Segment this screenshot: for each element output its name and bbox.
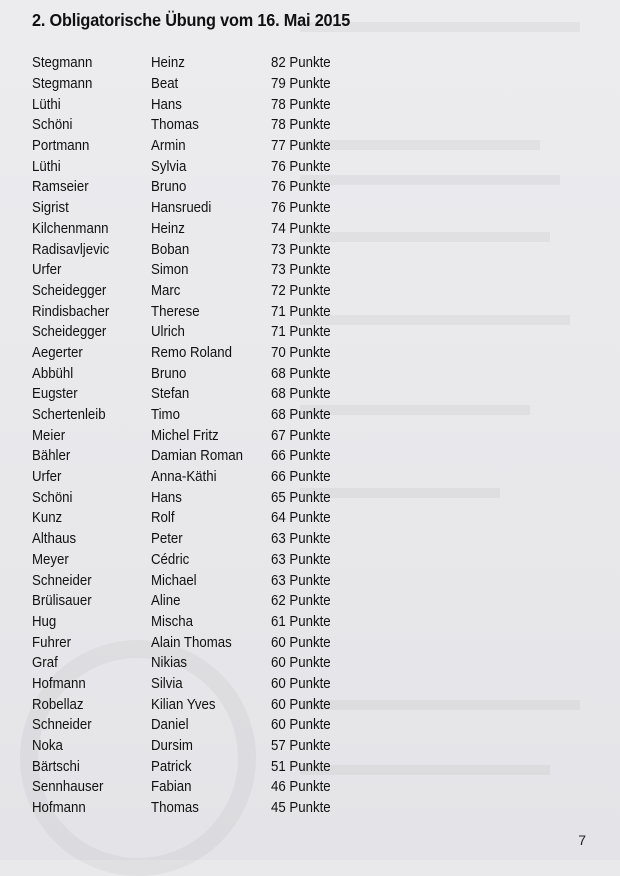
participant-last-name: Urfer (32, 469, 62, 486)
participant-last-name: Robellaz (32, 696, 84, 713)
participant-points-cell (271, 759, 336, 775)
participant-first-name: Rolf (151, 510, 175, 527)
participant-points: 51 Punkte (271, 758, 331, 775)
participant-points: 63 Punkte (271, 531, 331, 548)
participant-points: 76 Punkte (271, 200, 331, 217)
participant-points-cell (271, 717, 336, 733)
participant-first-name: Daniel (151, 717, 189, 734)
participant-first-name-cell (151, 179, 271, 195)
participant-last-name-cell (32, 573, 151, 589)
participant-first-name-cell (151, 552, 271, 568)
participant-points: 77 Punkte (271, 138, 331, 155)
participant-points: 73 Punkte (271, 262, 331, 279)
participant-points-cell (271, 448, 336, 464)
participant-last-name-cell (32, 345, 151, 361)
participant-first-name-cell (151, 159, 271, 175)
result-row (32, 115, 352, 136)
participant-last-name: Hofmann (32, 800, 86, 817)
participant-first-name-cell (151, 262, 271, 278)
participant-points-cell (271, 55, 336, 71)
participant-first-name: Kilian Yves (151, 696, 216, 713)
participant-first-name-cell (151, 800, 271, 816)
participant-last-name: Aegerter (32, 344, 83, 361)
participant-last-name-cell (32, 242, 151, 258)
participant-points-cell (271, 345, 336, 361)
result-row (32, 550, 352, 571)
participant-first-name: Heinz (151, 220, 185, 237)
participant-first-name-cell (151, 448, 271, 464)
participant-points: 46 Punkte (271, 779, 331, 796)
participant-last-name: Bähler (32, 448, 71, 465)
participant-points: 73 Punkte (271, 241, 331, 258)
participant-last-name-cell (32, 469, 151, 485)
participant-last-name: Radisavljevic (32, 241, 110, 258)
participant-last-name-cell (32, 138, 151, 154)
page-title: 2. Obligatorische Übung vom 16. Mai 2015 (32, 10, 351, 30)
participant-first-name: Marc (151, 282, 181, 299)
result-row (32, 570, 352, 591)
participant-first-name: Fabian (151, 779, 192, 796)
participant-first-name-cell (151, 593, 271, 609)
participant-first-name: Dursim (151, 738, 193, 755)
participant-last-name-cell (32, 386, 151, 402)
participant-first-name: Anna-Käthi (151, 469, 217, 486)
participant-last-name-cell (32, 55, 151, 71)
participant-points-cell (271, 428, 336, 444)
participant-points-cell (271, 779, 336, 795)
participant-last-name: Sennhauser (32, 779, 104, 796)
participant-points-cell (271, 159, 336, 175)
participant-first-name: Peter (151, 531, 183, 548)
result-row (32, 612, 352, 633)
participant-first-name-cell (151, 138, 271, 154)
result-row (32, 177, 352, 198)
result-row (32, 425, 352, 446)
participant-points: 60 Punkte (271, 634, 331, 651)
result-row (32, 529, 352, 550)
participant-last-name: Schneider (32, 717, 92, 734)
participant-first-name: Ulrich (151, 324, 185, 341)
participant-last-name-cell (32, 779, 151, 795)
participant-last-name: Schöni (32, 489, 73, 506)
result-row (32, 74, 352, 95)
participant-first-name: Bruno (151, 179, 187, 196)
participant-points: 71 Punkte (271, 324, 331, 341)
participant-first-name: Thomas (151, 800, 199, 817)
participant-first-name: Sylvia (151, 158, 187, 175)
participant-first-name: Simon (151, 262, 189, 279)
participant-first-name: Remo Roland (151, 344, 232, 361)
participant-points-cell (271, 242, 336, 258)
participant-last-name-cell (32, 614, 151, 630)
participant-last-name: Portmann (32, 138, 90, 155)
participant-points-cell (271, 221, 336, 237)
result-row (32, 777, 352, 798)
participant-last-name: Althaus (32, 531, 77, 548)
participant-last-name-cell (32, 676, 151, 692)
participant-last-name: Ramseier (32, 179, 89, 196)
participant-points: 63 Punkte (271, 551, 331, 568)
participant-points-cell (271, 200, 336, 216)
participant-last-name: Scheidegger (32, 282, 107, 299)
participant-points-cell (271, 800, 336, 816)
participant-points-cell (271, 593, 336, 609)
participant-points: 63 Punkte (271, 572, 331, 589)
result-row (32, 281, 352, 302)
participant-points-cell (271, 635, 336, 651)
participant-last-name: Sigrist (32, 200, 69, 217)
participant-last-name: Hug (32, 613, 57, 630)
participant-points: 78 Punkte (271, 117, 331, 134)
participant-points-cell (271, 366, 336, 382)
participant-first-name-cell (151, 697, 271, 713)
result-row (32, 736, 352, 757)
result-row (32, 301, 352, 322)
participant-first-name-cell (151, 97, 271, 113)
result-row (32, 798, 352, 819)
participant-points-cell (271, 738, 336, 754)
participant-points: 68 Punkte (271, 365, 331, 382)
participant-last-name: Schneider (32, 572, 92, 589)
participant-first-name-cell (151, 573, 271, 589)
participant-points-cell (271, 573, 336, 589)
page-number: 7 (578, 832, 586, 848)
participant-last-name: Urfer (32, 262, 62, 279)
participant-first-name: Aline (151, 593, 181, 610)
participant-last-name-cell (32, 221, 151, 237)
participant-last-name: Meier (32, 427, 66, 444)
participant-points: 60 Punkte (271, 655, 331, 672)
participant-points-cell (271, 510, 336, 526)
participant-last-name-cell (32, 407, 151, 423)
participant-last-name-cell (32, 593, 151, 609)
result-row (32, 674, 352, 695)
participant-first-name-cell (151, 469, 271, 485)
participant-first-name: Hansruedi (151, 200, 212, 217)
participant-last-name: Lüthi (32, 158, 61, 175)
participant-last-name-cell (32, 200, 151, 216)
participant-first-name-cell (151, 366, 271, 382)
participant-points-cell (271, 552, 336, 568)
participant-points: 68 Punkte (271, 386, 331, 403)
participant-points: 62 Punkte (271, 593, 331, 610)
participant-points: 67 Punkte (271, 427, 331, 444)
participant-points-cell (271, 283, 336, 299)
participant-last-name-cell (32, 448, 151, 464)
participant-first-name-cell (151, 759, 271, 775)
participant-last-name-cell (32, 531, 151, 547)
participant-first-name: Michel Fritz (151, 427, 219, 444)
participant-points: 78 Punkte (271, 96, 331, 113)
participant-last-name: Stegmann (32, 76, 93, 93)
participant-first-name-cell (151, 242, 271, 258)
participant-first-name-cell (151, 200, 271, 216)
participant-points-cell (271, 304, 336, 320)
result-row (32, 405, 352, 426)
participant-points: 79 Punkte (271, 76, 331, 93)
participant-last-name-cell (32, 97, 151, 113)
participant-points: 70 Punkte (271, 344, 331, 361)
result-row (32, 343, 352, 364)
participant-points-cell (271, 469, 336, 485)
participant-points: 82 Punkte (271, 55, 331, 72)
result-row (32, 715, 352, 736)
participant-last-name-cell (32, 635, 151, 651)
participant-first-name-cell (151, 386, 271, 402)
participant-last-name: Eugster (32, 386, 78, 403)
participant-last-name-cell (32, 655, 151, 671)
participant-last-name: Rindisbacher (32, 303, 110, 320)
participant-points-cell (271, 614, 336, 630)
participant-points-cell (271, 386, 336, 402)
participant-last-name-cell (32, 759, 151, 775)
participant-points-cell (271, 76, 336, 92)
participant-points-cell (271, 655, 336, 671)
result-row (32, 156, 352, 177)
participant-points: 71 Punkte (271, 303, 331, 320)
result-row (32, 239, 352, 260)
participant-last-name: Stegmann (32, 55, 93, 72)
participant-points: 64 Punkte (271, 510, 331, 527)
participant-points: 60 Punkte (271, 675, 331, 692)
result-row (32, 694, 352, 715)
participant-points: 57 Punkte (271, 738, 331, 755)
participant-last-name-cell (32, 717, 151, 733)
participant-points: 60 Punkte (271, 696, 331, 713)
participant-first-name-cell (151, 717, 271, 733)
participant-first-name-cell (151, 428, 271, 444)
result-row (32, 384, 352, 405)
participant-first-name: Stefan (151, 386, 190, 403)
participant-last-name: Brülisauer (32, 593, 92, 610)
participant-last-name: Graf (32, 655, 58, 672)
participant-first-name: Boban (151, 241, 190, 258)
participant-first-name: Therese (151, 303, 200, 320)
participant-last-name-cell (32, 697, 151, 713)
participant-first-name: Damian Roman (151, 448, 243, 465)
participant-last-name-cell (32, 510, 151, 526)
result-row (32, 467, 352, 488)
participant-points: 74 Punkte (271, 220, 331, 237)
participant-first-name: Mischa (151, 613, 193, 630)
participant-points-cell (271, 407, 336, 423)
participant-points: 76 Punkte (271, 158, 331, 175)
participant-points-cell (271, 697, 336, 713)
participant-first-name-cell (151, 614, 271, 630)
participant-last-name-cell (32, 262, 151, 278)
participant-points-cell (271, 117, 336, 133)
participant-points: 66 Punkte (271, 448, 331, 465)
participant-last-name-cell (32, 159, 151, 175)
participant-last-name: Abbühl (32, 365, 74, 382)
participant-last-name: Meyer (32, 551, 69, 568)
participant-points: 72 Punkte (271, 282, 331, 299)
participant-last-name-cell (32, 324, 151, 340)
participant-first-name: Armin (151, 138, 186, 155)
participant-first-name: Bruno (151, 365, 187, 382)
participant-last-name: Lüthi (32, 96, 61, 113)
participant-points: 45 Punkte (271, 800, 331, 817)
participant-last-name-cell (32, 800, 151, 816)
participant-first-name: Alain Thomas (151, 634, 232, 651)
participant-first-name-cell (151, 304, 271, 320)
participant-first-name-cell (151, 407, 271, 423)
result-row (32, 219, 352, 240)
result-row (32, 446, 352, 467)
participant-first-name: Cédric (151, 551, 190, 568)
participant-first-name-cell (151, 221, 271, 237)
participant-first-name: Michael (151, 572, 197, 589)
participant-last-name-cell (32, 179, 151, 195)
result-row (32, 487, 352, 508)
participant-points-cell (271, 490, 336, 506)
participant-points-cell (271, 179, 336, 195)
participant-points: 76 Punkte (271, 179, 331, 196)
participant-first-name-cell (151, 676, 271, 692)
participant-last-name-cell (32, 490, 151, 506)
participant-last-name-cell (32, 366, 151, 382)
participant-points-cell (271, 138, 336, 154)
participant-points-cell (271, 97, 336, 113)
result-row (32, 322, 352, 343)
participant-first-name-cell (151, 324, 271, 340)
participant-points-cell (271, 262, 336, 278)
participant-first-name-cell (151, 531, 271, 547)
participant-first-name-cell (151, 345, 271, 361)
result-row (32, 94, 352, 115)
participant-first-name: Heinz (151, 55, 185, 72)
participant-first-name: Timo (151, 407, 180, 424)
participant-last-name-cell (32, 283, 151, 299)
result-row (32, 260, 352, 281)
participant-last-name: Kilchenmann (32, 220, 109, 237)
participant-points-cell (271, 324, 336, 340)
result-row (32, 591, 352, 612)
participant-first-name: Patrick (151, 758, 192, 775)
participant-points-cell (271, 531, 336, 547)
participant-first-name: Thomas (151, 117, 199, 134)
participant-points-cell (271, 676, 336, 692)
participant-last-name: Schertenleib (32, 407, 106, 424)
participant-last-name: Scheidegger (32, 324, 107, 341)
participant-points: 66 Punkte (271, 469, 331, 486)
participant-last-name-cell (32, 428, 151, 444)
participant-points: 65 Punkte (271, 489, 331, 506)
participant-last-name-cell (32, 117, 151, 133)
participant-last-name-cell (32, 738, 151, 754)
participant-first-name: Silvia (151, 675, 183, 692)
participant-last-name: Hofmann (32, 675, 86, 692)
participant-first-name-cell (151, 490, 271, 506)
participant-first-name-cell (151, 117, 271, 133)
participant-first-name: Beat (151, 76, 179, 93)
participant-first-name-cell (151, 779, 271, 795)
result-row (32, 363, 352, 384)
participant-first-name-cell (151, 283, 271, 299)
participant-first-name-cell (151, 76, 271, 92)
result-row (32, 136, 352, 157)
participant-last-name-cell (32, 552, 151, 568)
result-row (32, 198, 352, 219)
result-row (32, 756, 352, 777)
participant-points: 61 Punkte (271, 613, 331, 630)
participant-first-name-cell (151, 510, 271, 526)
result-row (32, 632, 352, 653)
participant-last-name: Kunz (32, 510, 63, 527)
participant-last-name: Fuhrer (32, 634, 71, 651)
results-list (32, 53, 352, 818)
participant-last-name-cell (32, 76, 151, 92)
participant-points: 68 Punkte (271, 407, 331, 424)
participant-first-name-cell (151, 738, 271, 754)
participant-last-name: Noka (32, 738, 63, 755)
result-row (32, 508, 352, 529)
participant-first-name-cell (151, 655, 271, 671)
participant-last-name: Bärtschi (32, 758, 80, 775)
participant-first-name-cell (151, 635, 271, 651)
result-row (32, 53, 352, 74)
participant-points: 60 Punkte (271, 717, 331, 734)
result-row (32, 653, 352, 674)
participant-first-name: Hans (151, 489, 182, 506)
participant-first-name: Nikias (151, 655, 188, 672)
participant-last-name: Schöni (32, 117, 73, 134)
participant-first-name: Hans (151, 96, 182, 113)
participant-first-name-cell (151, 55, 271, 71)
participant-last-name-cell (32, 304, 151, 320)
